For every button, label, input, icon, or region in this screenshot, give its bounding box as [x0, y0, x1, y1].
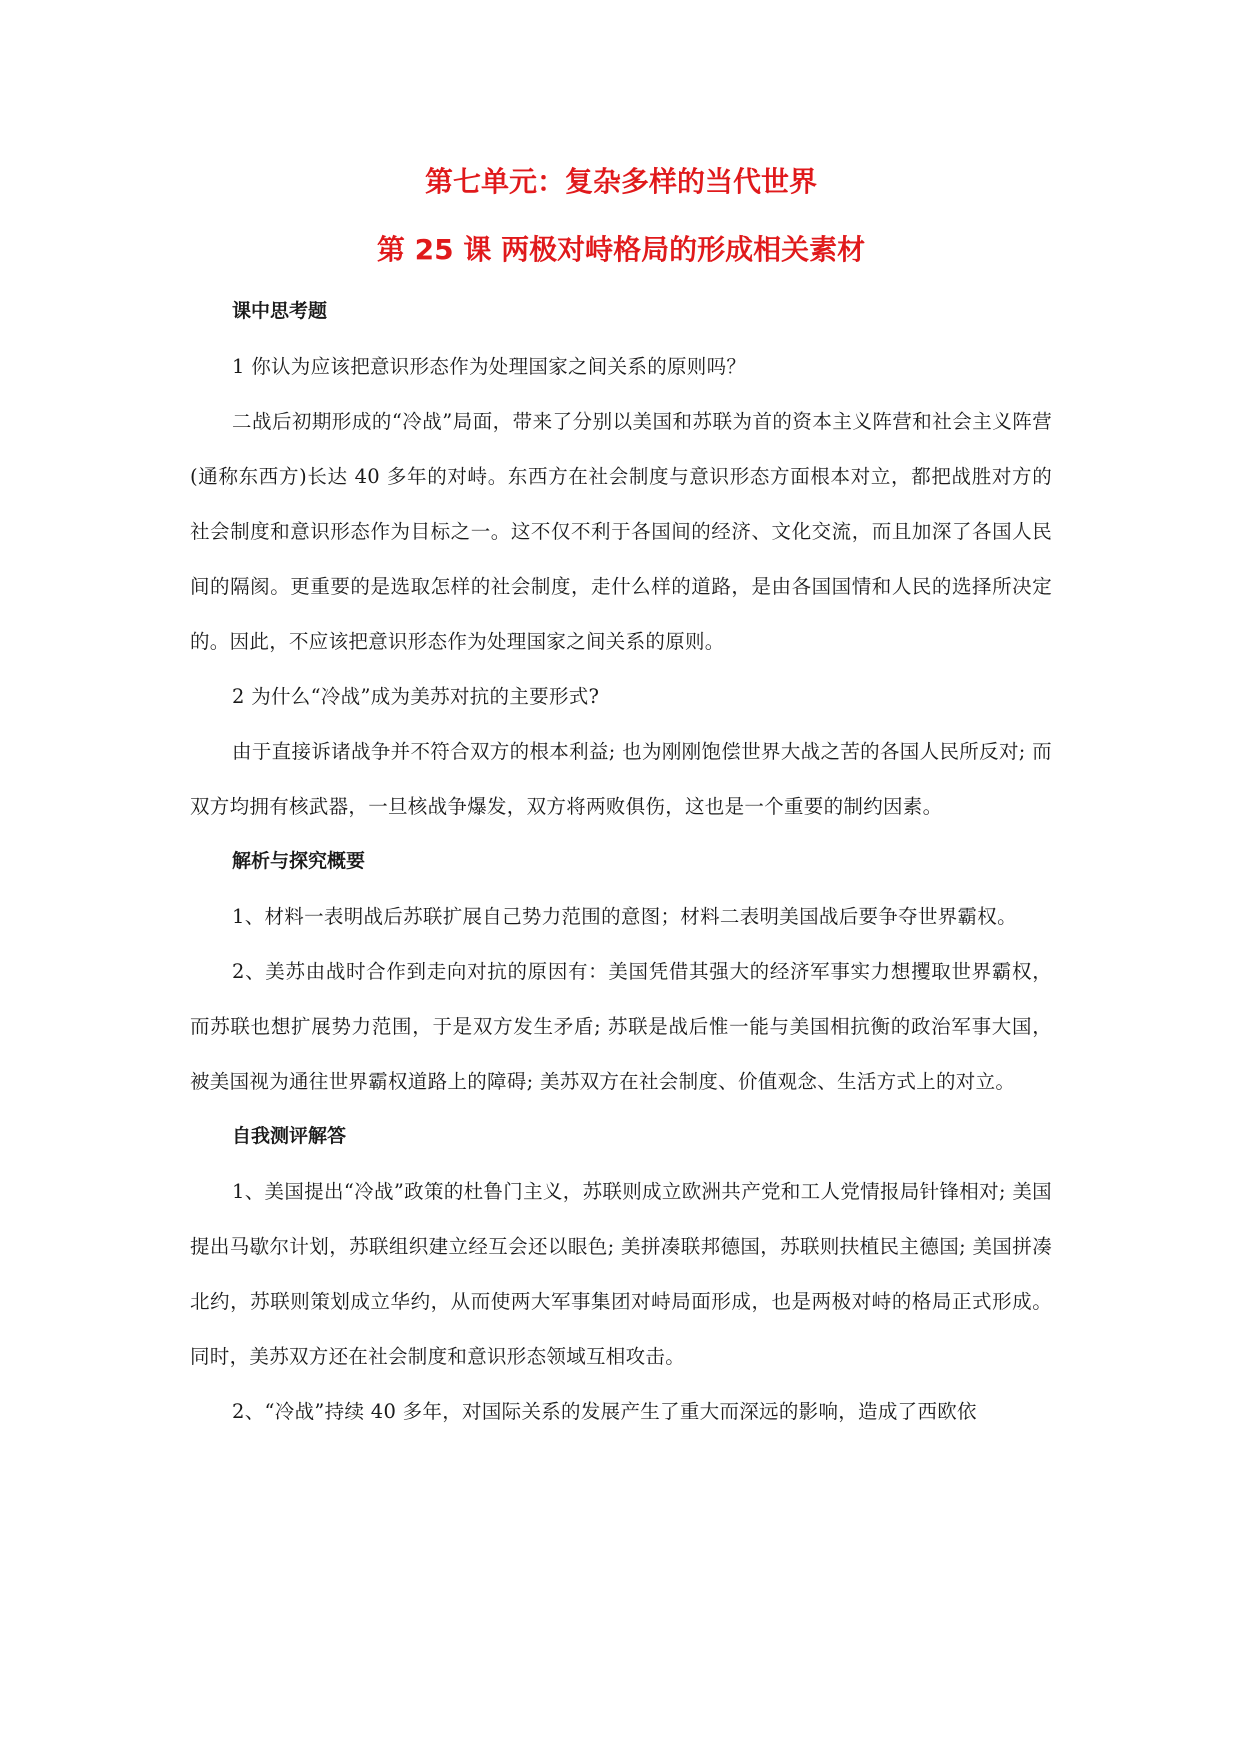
unit-title: 第七单元：复杂多样的当代世界 — [424, 165, 817, 198]
analysis-paragraph-2: 2、美苏由战时合作到走向对抗的原因有：美国凭借其强大的经济军事实力想攫取世界霸权，而苏联也想扩展势力范围，于是双方发生矛盾; 苏联是战后惟一能与美国相抗衡的政治军事大国，被美国视为通往世界霸权道路上的障碍; 美苏双方在社会制度、价值观念、生活方式上的对立。 — [190, 960, 1052, 1093]
self-assessment-paragraph-1: 1、美国提出“冷战”政策的杜鲁门主义，苏联则成立欧洲共产党和工人党情报局针锋相对; 美国提出马歇尔计划，苏联组织建立经互会还以眼色; 美拼凑联邦德国，苏联则扶植民主德国; 美国拼凑北约，苏联则策划成立华约，从而使两大军事集团对峙局面形成，也是两极对峙的格局正式形成。同时，美苏双方还在社会制度和意识形态领域互相攻击。 — [190, 1180, 1052, 1368]
answer-2: 由于直接诉诸战争并不符合双方的根本利益; 也为刚刚饱偿世界大战之苦的各国人民所反对; 而双方均拥有核武器，一旦核战争爆发，双方将两败俱伤，这也是一个重要的制约因素。 — [190, 740, 1052, 818]
question-2: 2 为什么“冷战”成为美苏对抗的主要形式? — [232, 685, 600, 708]
answer-1: 二战后初期形成的“冷战”局面，带来了分别以美国和苏联为首的资本主义阵营和社会主义阵营(通称东西方)长达 40 多年的对峙。东西方在社会制度与意识形态方面根本对立，都把战胜对方的社会制度和意识形态作为目标之一。这不仅不利于各国间的经济、文化交流，而且加深了各国人民间的隔阂。更重要的是选取怎样的社会制度，走什么样的道路，是由各国国情和人民的选择所决定的。因此，不应该把意识形态作为处理国家之间关系的原则。 — [190, 410, 1052, 653]
section-heading-self-assessment: 自我测评解答 — [232, 1125, 347, 1147]
analysis-paragraph-1: 1、材料一表明战后苏联扩展自己势力范围的意图；材料二表明美国战后要争夺世界霸权。 — [232, 905, 1017, 928]
question-1: 1 你认为应该把意识形态作为处理国家之间关系的原则吗？ — [232, 355, 747, 378]
self-assessment-paragraph-2: 2、“冷战”持续 40 多年，对国际关系的发展产生了重大而深远的影响，造成了西欧依 — [232, 1400, 977, 1423]
lesson-title: 第 25 课 两极对峙格局的形成相关素材 — [376, 233, 866, 266]
document-page — [190, 150, 1052, 1439]
section-heading-classroom-questions: 课中思考题 — [232, 300, 328, 322]
section-heading-analysis: 解析与探究概要 — [232, 850, 366, 872]
